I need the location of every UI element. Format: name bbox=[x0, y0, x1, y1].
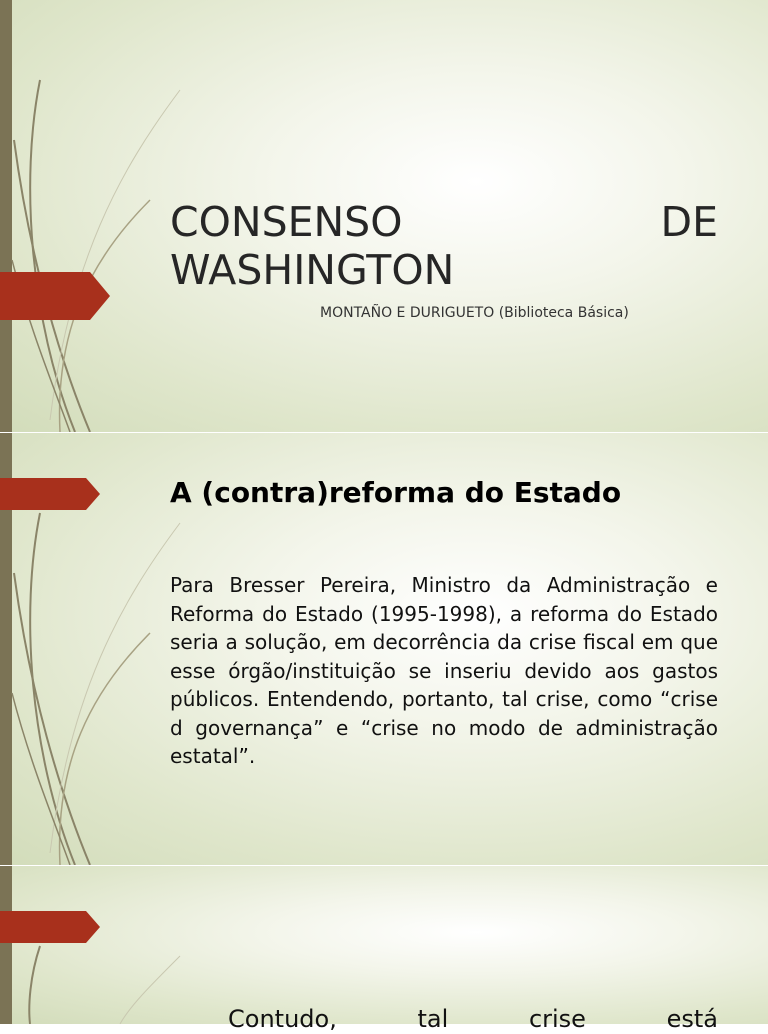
word: crise bbox=[528, 1005, 586, 1033]
slide-3 bbox=[0, 866, 768, 1024]
word: Contudo, bbox=[228, 1005, 337, 1033]
section-heading: A (contra)reforma do Estado bbox=[170, 476, 622, 509]
title-line-washington: WASHINGTON bbox=[170, 246, 455, 294]
accent-flag bbox=[0, 272, 110, 320]
accent-flag bbox=[0, 911, 100, 943]
title-word-de: DE bbox=[660, 198, 718, 246]
slide-title bbox=[170, 198, 718, 294]
slide-1 bbox=[0, 0, 768, 432]
accent-flag bbox=[0, 478, 100, 510]
title-word-consenso: CONSENSO bbox=[170, 198, 403, 246]
slide-subtitle: MONTAÑO E DURIGUETO (Biblioteca Básica) bbox=[320, 305, 629, 321]
decorative-curves bbox=[0, 866, 200, 1024]
word: tal bbox=[417, 1005, 449, 1033]
word: está bbox=[666, 1005, 718, 1033]
body-paragraph: Para Bresser Pereira, Ministro da Administração e Reforma do Estado (1995-1998), a reforma do Estado seria a solução, em decorrência da crise fiscal em que esse órgão/instituição se inseriu devido aos gastos públicos. Entendendo, portanto, tal crise, como “crise d governança” e “crise no modo de administração estatal”. bbox=[170, 573, 718, 768]
body-paragraph-partial bbox=[170, 1004, 718, 1034]
